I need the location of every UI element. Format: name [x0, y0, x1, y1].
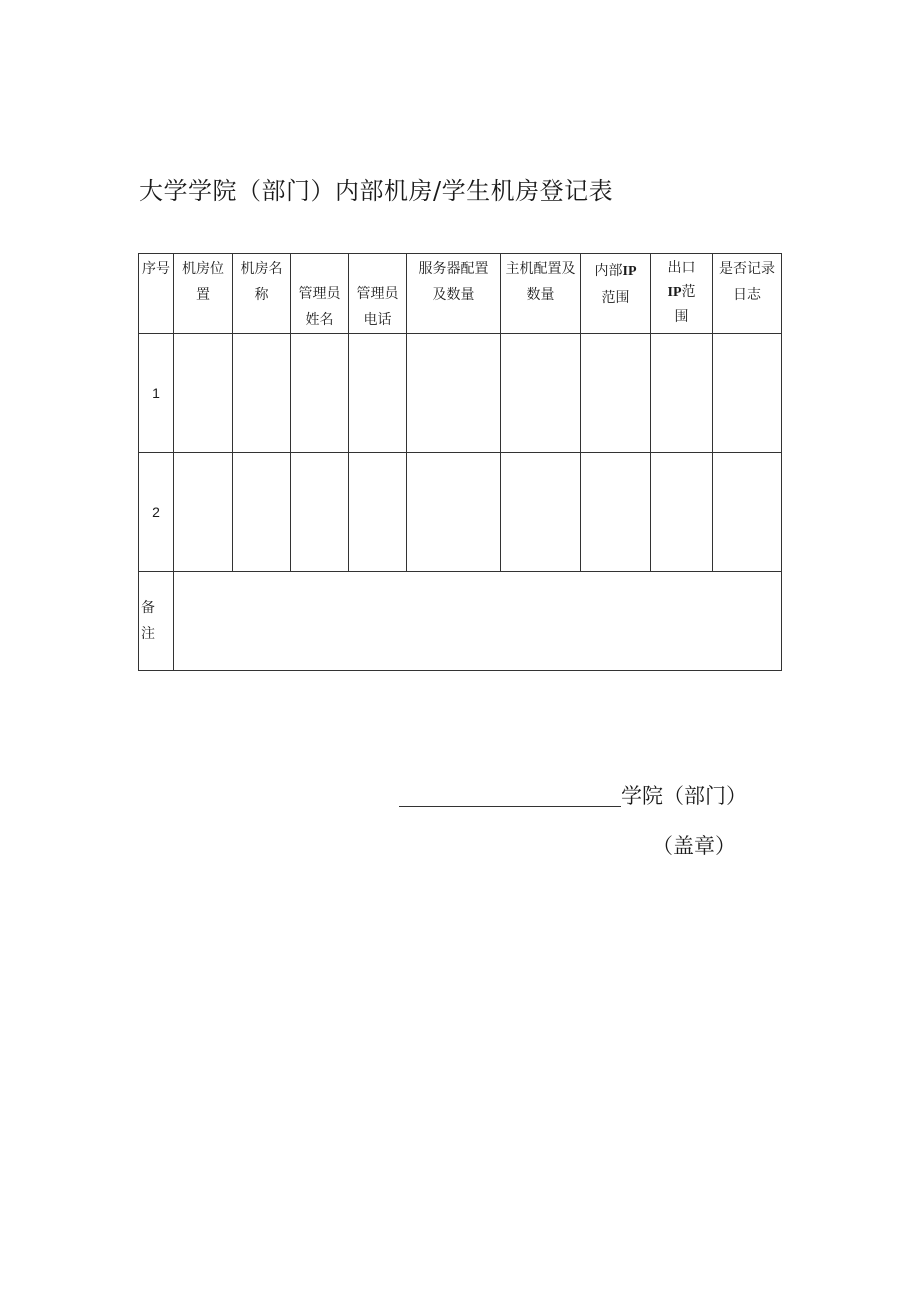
- registration-table: [138, 253, 782, 671]
- remarks-field: [174, 572, 782, 671]
- table-row: [139, 334, 782, 453]
- remarks-label: 备 注: [139, 572, 174, 671]
- header-seq: 序号: [139, 254, 174, 334]
- header-location: 机房位 置: [174, 254, 233, 334]
- header-room-name: 机房名 称: [233, 254, 291, 334]
- table-header-row: [139, 254, 782, 334]
- department-label: 学院（部门）: [621, 784, 747, 808]
- department-blank-line: [399, 806, 621, 807]
- row-seq: 1: [139, 334, 174, 453]
- header-server-config: 服务器配置 及数量: [407, 254, 501, 334]
- header-admin-phone: 管理员 电话: [349, 254, 407, 334]
- header-log: 是否记录 日志: [713, 254, 782, 334]
- table-row: [139, 453, 782, 572]
- seal-label: （盖章）: [652, 834, 736, 858]
- remarks-row: [139, 572, 782, 671]
- page-title: 大学学院（部门）内部机房/学生机房登记表: [139, 177, 614, 205]
- header-admin-name: 管理员 姓名: [291, 254, 349, 334]
- header-internal-ip: 内部IP 范围: [581, 254, 651, 334]
- header-exit-ip: 出口 IP范 围: [651, 254, 713, 334]
- header-host-config: 主机配置及 数量: [501, 254, 581, 334]
- row-seq: 2: [139, 453, 174, 572]
